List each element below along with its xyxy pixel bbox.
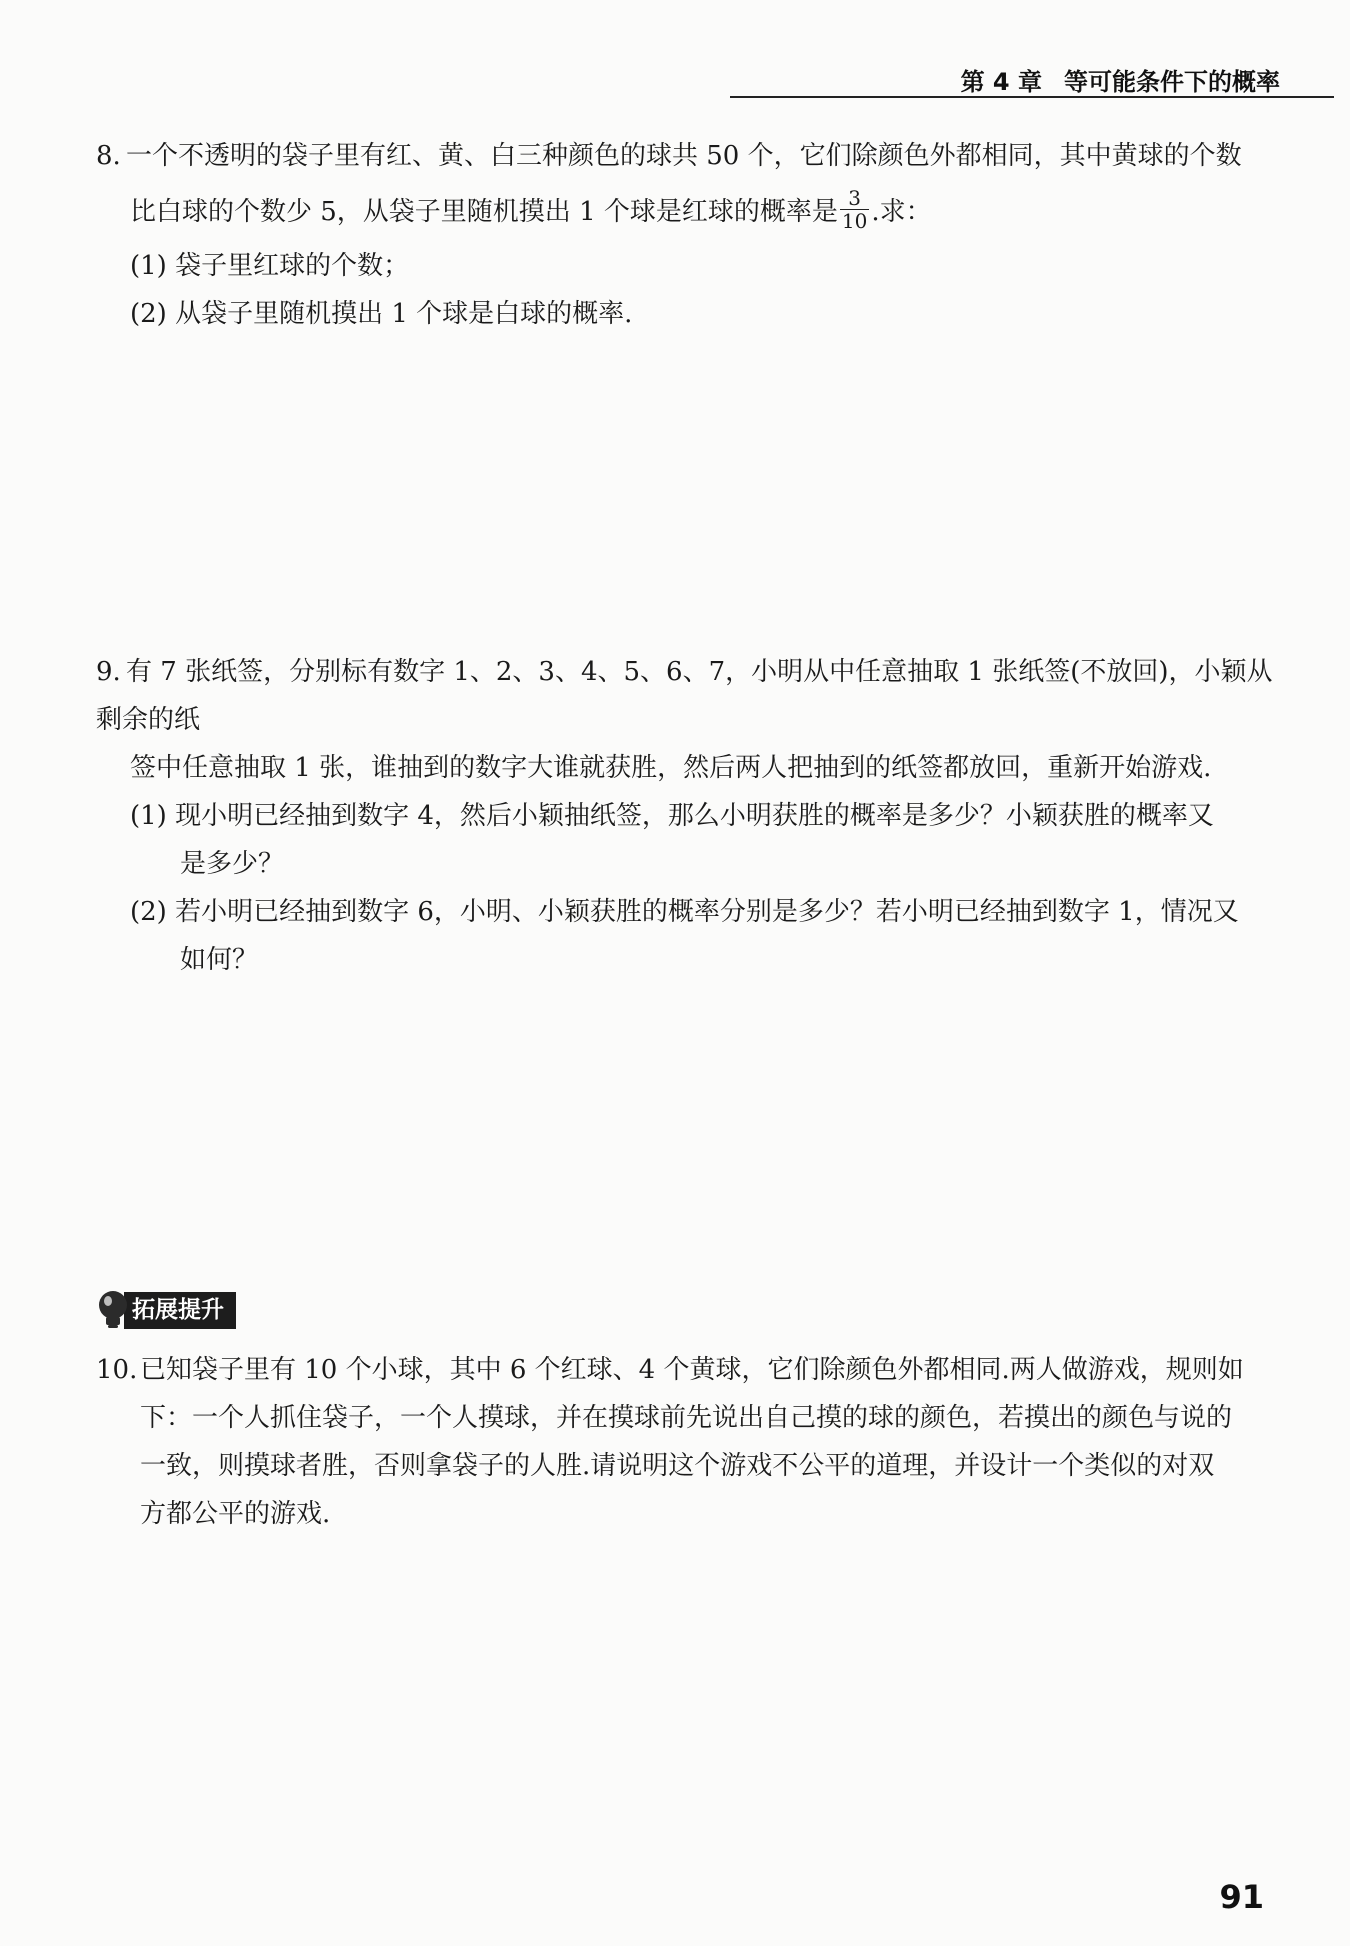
question-10-line-1: 10. 已知袋子里有 10 个小球，其中 6 个红球、4 个黄球，它们除颜色外都相同.两人做游戏，规则如 <box>96 1346 1281 1394</box>
question-9-part-1: (1) 现小明已经抽到数字 4，然后小颖抽纸签，那么小明获胜的概率是多少？小颖获胜的概率又 <box>130 801 1214 831</box>
question-8-line-1: 8. 一个不透明的袋子里有红、黄、白三种颜色的球共 50 个，它们除颜色外都相同，其中黄球的个数 <box>96 132 1281 180</box>
question-9-part-1-cont: 是多少？ <box>180 849 285 879</box>
section-heading <box>96 1290 236 1330</box>
question-9-line-1: 9. 有 7 张纸签，分别标有数字 1、2、3、4、5、6、7，小明从中任意抽取 1 张纸签(不放回)，小颖从剩余的纸 <box>96 648 1281 744</box>
page-number: 91 <box>1219 1878 1264 1916</box>
question-number: 8. <box>96 141 121 171</box>
question-10-line-3: 一致，则摸球者胜，否则拿袋子的人胜.请说明这个游戏不公平的道理，并设计一个类似的对双 <box>140 1451 1215 1481</box>
chapter-title: 等可能条件下的概率 <box>1064 68 1280 96</box>
chapter-number: 第 4 章 <box>960 68 1042 96</box>
question-number: 9. <box>96 657 121 687</box>
question-10-line-4: 方都公平的游戏. <box>140 1499 331 1529</box>
section-label: 拓展提升 <box>124 1292 236 1329</box>
fraction: $\frac{3}{10}$ <box>841 185 868 233</box>
question-8-line-2: 比白球的个数少 5，从袋子里随机摸出 1 个球是红球的概率是 $\frac{3}{10}$ .求： <box>130 185 932 233</box>
question-8-part-2: (2) 从袋子里随机摸出 1 个球是白球的概率. <box>130 299 633 329</box>
header-rule <box>730 96 1334 98</box>
question-10-line-2: 下：一个人抓住袋子，一个人摸球，并在摸球前先说出自己摸的球的颜色，若摸出的颜色与说的 <box>140 1403 1233 1433</box>
question-9-part-2: (2) 若小明已经抽到数字 6，小明、小颖获胜的概率分别是多少？若小明已经抽到数字 1，情况又 <box>130 897 1239 927</box>
question-9 <box>96 648 1281 984</box>
question-number: 10. <box>96 1355 138 1385</box>
running-header <box>961 62 1280 97</box>
question-10 <box>96 1346 1281 1538</box>
question-9-part-2-cont: 如何？ <box>180 945 259 975</box>
lightbulb-icon <box>96 1290 130 1330</box>
question-8-part-1: (1) 袋子里红球的个数； <box>130 251 410 281</box>
question-9-line-2: 签中任意抽取 1 张，谁抽到的数字大谁就获胜，然后两人把抽到的纸签都放回，重新开始游戏. <box>130 753 1212 783</box>
question-8 <box>96 132 1281 338</box>
